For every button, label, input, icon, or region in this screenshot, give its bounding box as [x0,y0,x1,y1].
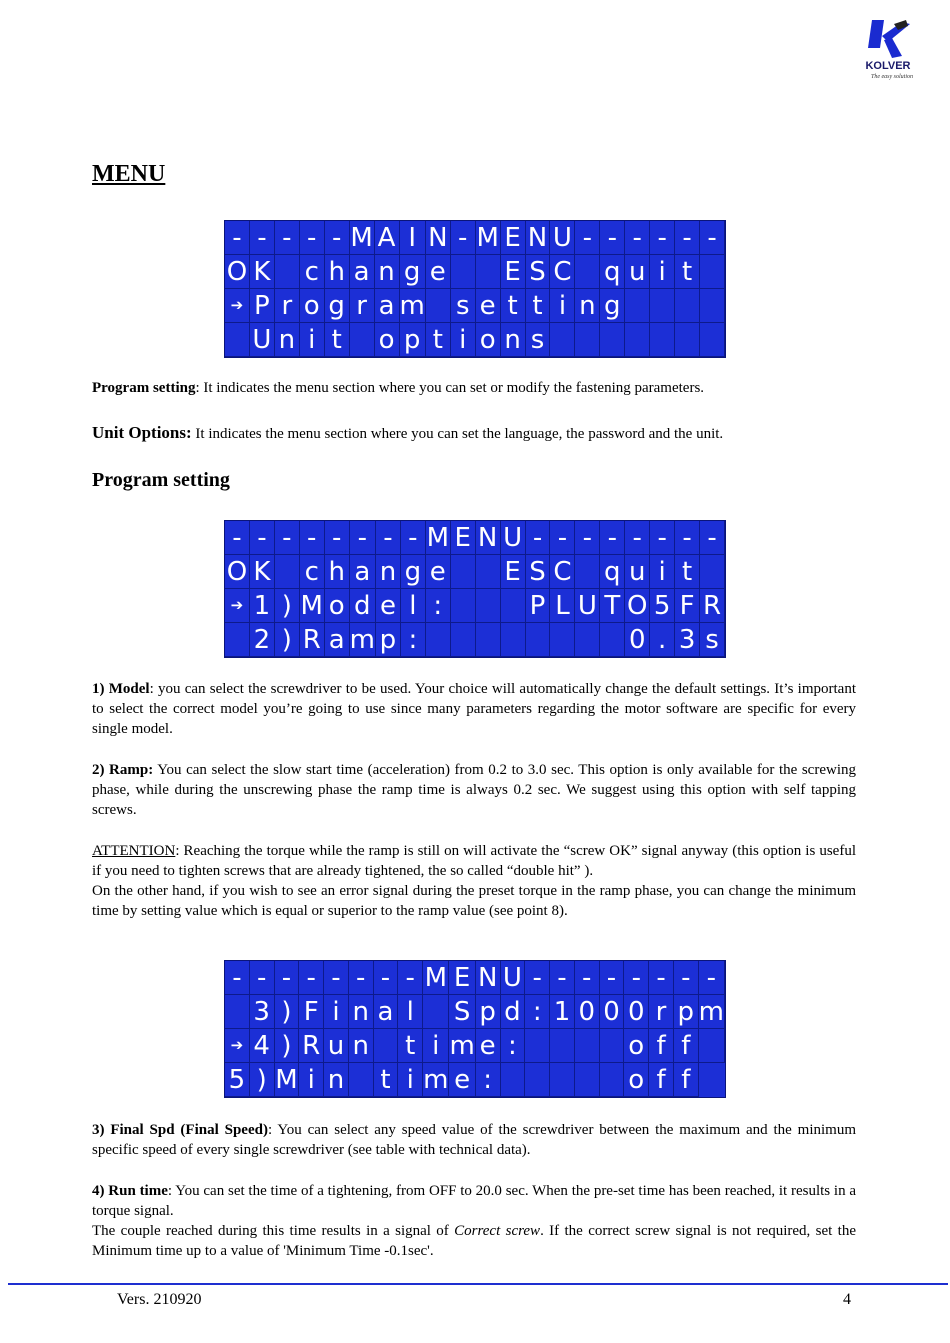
lcd-char-cell: E [501,555,526,589]
lcd-char-cell [675,289,700,323]
lcd-char-cell [550,623,575,657]
lcd-char-cell [275,555,300,589]
lcd-char-cell [501,623,526,657]
lcd-char-cell: - [575,961,600,995]
lcd-char-cell: - [349,961,374,995]
lcd-char-cell: t [426,323,451,357]
term: 3) Final Spd (Final Speed) [92,1122,268,1138]
lcd-char-cell: C [550,555,575,589]
lcd-char-cell: : [501,1029,526,1063]
lcd-char-cell: U [501,961,526,995]
lcd-char-cell: - [451,221,476,255]
lcd-char-cell: ) [275,1029,300,1063]
lcd-char-cell [525,1063,550,1097]
text: : Reaching the torque while the ramp is still on will activate the “screw OK” signal anyway (this option is useful if you need to tighten screws that are already tightened, the so called “double hit” ). [92,843,856,879]
lcd-char-cell: i [299,1063,324,1097]
footer-rule [8,1283,948,1285]
lcd-char-cell: O [625,589,650,623]
selection-arrow-icon: ➔ [225,589,250,623]
text: : It indicates the menu section where you can set or modify the fastening parameters. [195,380,705,396]
text: It indicates the menu section where you can set the language, the password and the unit. [191,426,724,442]
lcd-char-cell: - [600,521,625,555]
lcd-char-cell: K [250,555,275,589]
lcd-char-cell: h [325,255,350,289]
text: You can select the slow start time (acceleration) from 0.2 to 3.0 sec. This option is only available for the screwing phase, while during the unscrewing phase the ramp time is always 0.2 sec. We suggest using this option with self tapping screws. [92,762,856,818]
lcd-char-cell [451,255,476,289]
lcd-char-cell: c [300,555,325,589]
lcd-char-cell: 3 [250,995,275,1029]
lcd-char-cell: T [600,589,625,623]
lcd-char-cell: U [550,221,575,255]
final-speed-description [92,1120,856,1160]
lcd-char-cell: a [325,623,350,657]
selection-arrow-icon: ➔ [225,1029,250,1063]
correct-screw-term: Correct screw [454,1223,541,1239]
attention-note [92,841,856,921]
lcd-char-cell: E [449,961,475,995]
lcd-char-cell: n [575,289,600,323]
program-setting-description [92,378,856,398]
lcd-char-cell: S [526,255,551,289]
lcd-char-cell: u [324,1029,349,1063]
lcd-char-cell: - [625,221,650,255]
lcd-char-cell [575,255,600,289]
lcd-char-cell: e [426,555,451,589]
lcd-char-cell [426,623,451,657]
lcd-char-cell [700,289,725,323]
lcd-char-cell: 0 [575,995,600,1029]
lcd-char-cell: - [526,521,551,555]
logo-tagline: The easy solution [871,74,913,80]
lcd-char-cell: - [575,521,600,555]
lcd-char-cell: t [526,289,551,323]
lcd-char-cell: N [426,221,451,255]
lcd-char-cell: g [400,255,426,289]
lcd-char-cell: - [675,221,700,255]
lcd-char-cell: s [700,623,725,657]
lcd-char-cell: P [250,289,275,323]
lcd-char-cell: q [600,555,625,589]
lcd-char-cell: ) [275,623,300,657]
lcd-char-cell: - [325,221,350,255]
lcd-char-cell: - [275,221,300,255]
lcd-char-cell [700,555,725,589]
lcd-char-cell: h [325,555,350,589]
lcd-char-cell: t [675,255,700,289]
lcd-char-cell: M [350,221,375,255]
lcd-char-cell [575,555,600,589]
lcd-char-cell: P [526,589,551,623]
lcd-char-cell: a [350,255,375,289]
lcd-char-cell [625,289,650,323]
lcd-char-cell: E [501,255,526,289]
lcd-char-cell: - [350,521,376,555]
term: 2) Ramp: [92,762,154,778]
lcd-char-cell: U [575,589,600,623]
lcd-char-cell: U [250,323,275,357]
lcd-char-cell: m [400,289,426,323]
lcd-char-cell: M [423,961,449,995]
text: : You can select any speed value of the screwdriver between the maximum and the minimum specific speed of every single screwdriver (see table with technical data). [92,1122,856,1158]
lcd-char-cell: o [325,589,350,623]
lcd-char-cell: - [300,521,325,555]
lcd-char-cell: i [550,289,575,323]
lcd-char-cell [476,589,501,623]
lcd-char-cell: N [526,221,551,255]
term: 4) Run time [92,1183,168,1199]
term: 1) Model [92,681,150,697]
kolver-logo [858,18,918,86]
lcd-char-cell: t [501,289,526,323]
lcd-char-cell [650,323,675,357]
lcd-char-cell: R [299,1029,324,1063]
lcd-char-cell: r [649,995,674,1029]
lcd-char-cell: m [699,995,725,1029]
lcd-char-cell: e [449,1063,475,1097]
lcd-char-cell [476,255,501,289]
lcd-char-cell: i [398,1063,423,1097]
logo-brand-text: KOLVER [865,60,911,72]
lcd-char-cell: - [225,961,250,995]
lcd-char-cell: r [350,289,375,323]
menu-heading: MENU [92,161,166,187]
lcd-char-cell: : [525,995,550,1029]
text: : you can select the screwdriver to be used. Your choice will automatically change the default settings. It’s important to select the correct model you’re going to use since many parameters regarding the motor software are specific for every single model. [92,681,856,737]
lcd-char-cell: a [375,289,400,323]
text: On the other hand, if you wish to see an error signal during the preset torque in the ramp phase, you can change the minimum time by setting value which is equal or superior to the ramp value (see point 8). [92,883,856,919]
lcd-char-cell [700,323,725,357]
lcd-char-cell: - [674,961,699,995]
lcd-char-cell: - [275,521,300,555]
lcd-char-cell: - [250,521,275,555]
lcd-char-cell: - [525,961,550,995]
lcd-char-cell: n [349,995,374,1029]
lcd-char-cell: - [675,521,700,555]
lcd-char-cell: M [300,589,325,623]
lcd-char-cell: R [700,589,725,623]
program-setting-heading: Program setting [92,469,230,491]
lcd-char-cell: f [649,1063,674,1097]
lcd-char-cell: r [275,289,300,323]
lcd-char-cell [525,1029,550,1063]
lcd-char-cell: - [225,521,250,555]
lcd-char-cell: - [275,961,300,995]
lcd-char-cell: a [350,555,376,589]
lcd-char-cell [550,1029,575,1063]
lcd-char-cell: 0 [625,623,650,657]
lcd-char-cell [699,1029,725,1063]
lcd-char-cell [476,555,501,589]
lcd-char-cell [225,323,250,357]
text: . If the correct screw signal is not required, set the Minimum time up to a value of 'Minimum Time -0.1sec'. [92,1223,857,1259]
lcd-char-cell [700,255,725,289]
run-time-description [92,1181,856,1261]
lcd-char-cell [625,323,650,357]
lcd-char-cell: u [625,555,650,589]
lcd-char-cell: i [423,1029,449,1063]
lcd-char-cell: p [376,623,401,657]
lcd-char-cell: ) [275,589,300,623]
lcd-char-cell: 4 [250,1029,275,1063]
lcd-char-cell [550,1063,575,1097]
lcd-char-cell: m [449,1029,475,1063]
lcd-char-cell: o [476,323,501,357]
lcd-char-cell: t [325,323,350,357]
lcd-char-cell: - [374,961,399,995]
lcd-char-cell [349,1063,374,1097]
lcd-char-cell: L [550,589,575,623]
lcd-char-cell: m [350,623,376,657]
lcd-char-cell: - [700,221,725,255]
lcd-char-cell: i [650,255,675,289]
lcd-char-cell [426,289,451,323]
lcd-char-cell: M [476,221,501,255]
lcd-char-cell: e [426,255,451,289]
lcd-char-cell: M [275,1063,300,1097]
lcd-char-cell [225,995,250,1029]
lcd-char-cell [423,995,449,1029]
lcd-char-cell: N [476,961,501,995]
lcd-char-cell: : [426,589,451,623]
lcd-char-cell: s [451,289,476,323]
lcd-char-cell: - [625,521,650,555]
lcd-char-cell: 5 [225,1063,250,1097]
lcd-char-cell: N [476,521,501,555]
lcd-char-cell: - [324,961,349,995]
lcd-char-cell: F [299,995,324,1029]
lcd-char-cell: f [674,1063,699,1097]
lcd-char-cell: - [376,521,401,555]
lcd-char-cell: n [324,1063,349,1097]
lcd-char-cell: 1 [250,589,275,623]
lcd-char-cell: e [376,589,401,623]
lcd-char-cell: l [398,995,423,1029]
lcd-char-cell: f [649,1029,674,1063]
lcd-char-cell [451,555,476,589]
lcd-char-cell: n [375,255,400,289]
lcd-char-cell: g [325,289,350,323]
lcd-char-cell: E [501,221,526,255]
lcd-char-cell: u [625,255,650,289]
lcd-char-cell [575,1063,600,1097]
lcd-char-cell: n [501,323,526,357]
lcd-char-cell: A [375,221,400,255]
lcd-char-cell: - [700,521,725,555]
selection-arrow-icon: ➔ [225,289,250,323]
lcd-char-cell [225,623,250,657]
unit-options-description [92,423,856,444]
lcd-char-cell: - [600,221,625,255]
program-menu-lcd-screen-2 [224,960,726,1098]
lcd-char-cell [501,589,526,623]
lcd-char-cell: i [650,555,675,589]
lcd-char-cell: . [650,623,675,657]
lcd-char-cell: 1 [550,995,575,1029]
lcd-char-cell: d [350,589,376,623]
lcd-char-cell: ) [275,995,300,1029]
footer-version: Vers. 210920 [117,1291,202,1308]
lcd-char-cell [476,623,501,657]
lcd-char-cell: - [550,521,575,555]
lcd-char-cell: p [674,995,699,1029]
lcd-char-cell: 0 [600,995,625,1029]
lcd-char-cell: g [600,289,625,323]
lcd-char-cell: p [476,995,501,1029]
text: : You can set the time of a tightening, from OFF to 20.0 sec. When the pre-set time has been reached, it results in a torque signal. [92,1183,857,1219]
lcd-char-cell [275,255,300,289]
lcd-char-cell: S [449,995,475,1029]
ramp-description [92,760,856,820]
lcd-char-cell [600,1063,625,1097]
lcd-char-cell: U [501,521,526,555]
lcd-char-cell: I [400,221,426,255]
lcd-char-cell: ) [250,1063,275,1097]
term: Program setting [92,380,196,396]
footer-page-number: 4 [843,1291,851,1308]
lcd-char-cell: F [675,589,700,623]
lcd-char-cell: o [375,323,400,357]
lcd-char-cell: g [401,555,426,589]
lcd-char-cell: q [600,255,625,289]
lcd-char-cell: e [476,1029,501,1063]
model-description [92,679,856,739]
lcd-char-cell: t [675,555,700,589]
lcd-char-cell: O [225,255,250,289]
lcd-char-cell [451,589,476,623]
lcd-char-cell: d [501,995,526,1029]
lcd-char-cell: - [299,961,324,995]
lcd-char-cell: C [550,255,575,289]
lcd-char-cell: c [300,255,325,289]
lcd-char-cell [374,1029,399,1063]
lcd-char-cell [600,623,625,657]
term: ATTENTION [92,843,176,859]
lcd-char-cell: - [300,221,325,255]
lcd-char-cell: - [401,521,426,555]
lcd-char-cell: S [526,555,551,589]
lcd-char-cell: l [401,589,426,623]
lcd-char-cell: o [624,1063,649,1097]
term: Unit Options: [92,423,192,442]
lcd-char-cell: i [300,323,325,357]
lcd-char-cell: f [674,1029,699,1063]
lcd-char-cell: - [250,961,275,995]
lcd-char-cell: t [398,1029,423,1063]
lcd-char-cell [575,623,600,657]
lcd-char-cell: 3 [675,623,700,657]
lcd-char-cell: m [423,1063,449,1097]
lcd-char-cell [650,289,675,323]
lcd-char-cell: : [476,1063,501,1097]
lcd-char-cell [575,1029,600,1063]
lcd-char-cell: - [699,961,725,995]
lcd-char-cell: i [324,995,349,1029]
lcd-char-cell: K [250,255,275,289]
lcd-char-cell [526,623,551,657]
lcd-char-cell: s [526,323,551,357]
lcd-char-cell: - [398,961,423,995]
lcd-char-cell: - [325,521,350,555]
lcd-char-cell: R [300,623,325,657]
lcd-char-cell: e [476,289,501,323]
lcd-char-cell [501,1063,526,1097]
lcd-char-cell: n [275,323,300,357]
program-menu-lcd-screen [224,520,726,658]
main-menu-lcd-screen [224,220,726,358]
lcd-char-cell: - [225,221,250,255]
lcd-char-cell: E [451,521,476,555]
lcd-char-cell [550,323,575,357]
lcd-char-cell: t [374,1063,399,1097]
lcd-char-cell [575,323,600,357]
lcd-char-cell: - [650,521,675,555]
lcd-char-cell: M [426,521,451,555]
kolver-logo-mark-icon [858,18,918,62]
lcd-char-cell: - [250,221,275,255]
lcd-char-cell [600,323,625,357]
lcd-char-cell [451,623,476,657]
lcd-char-cell: i [451,323,476,357]
lcd-char-cell: - [550,961,575,995]
lcd-char-cell: a [374,995,399,1029]
lcd-char-cell: 0 [624,995,649,1029]
lcd-char-cell: o [300,289,325,323]
lcd-char-cell: - [600,961,625,995]
lcd-char-cell: : [401,623,426,657]
lcd-char-cell: - [575,221,600,255]
lcd-char-cell [350,323,375,357]
lcd-char-cell: p [400,323,426,357]
lcd-char-cell: 5 [650,589,675,623]
lcd-char-cell: 2 [250,623,275,657]
text: The couple reached during this time results in a signal of [92,1223,455,1239]
lcd-char-cell: - [650,221,675,255]
lcd-char-cell: - [624,961,649,995]
lcd-char-cell: n [376,555,401,589]
lcd-char-cell [675,323,700,357]
lcd-char-cell: n [349,1029,374,1063]
lcd-char-cell: - [649,961,674,995]
lcd-char-cell: o [624,1029,649,1063]
lcd-char-cell [600,1029,625,1063]
lcd-char-cell: O [225,555,250,589]
